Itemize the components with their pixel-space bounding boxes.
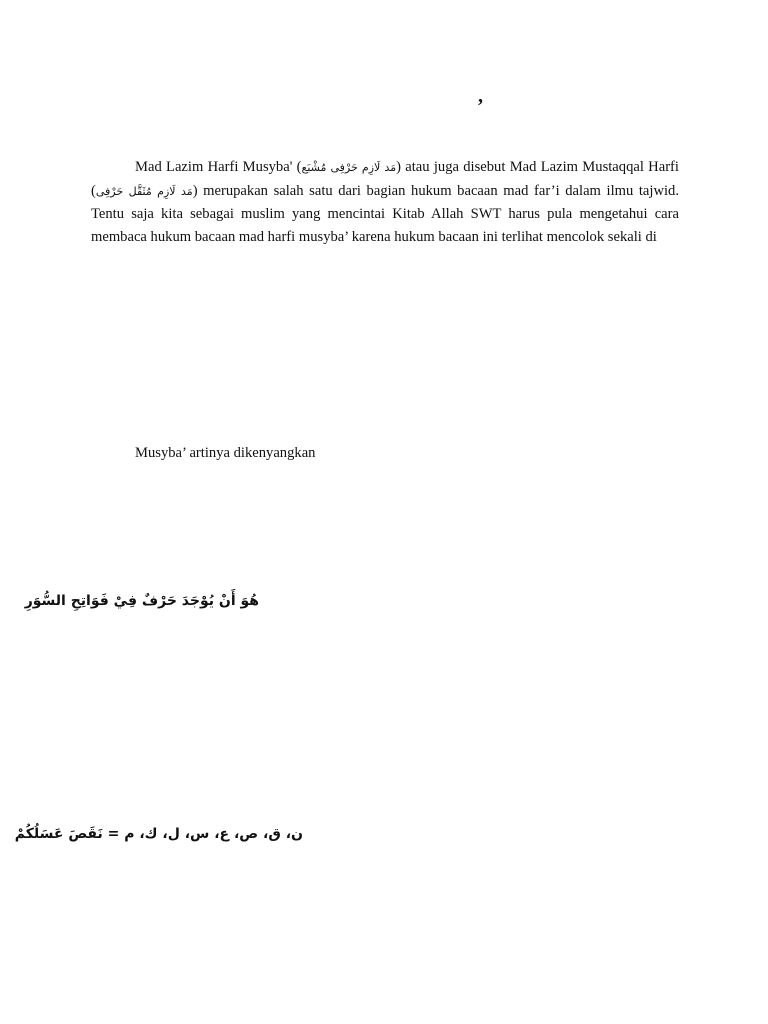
paragraph-text-2: ) atau juga disebut Mad Lazim Mustaqqal Harfi ( (91, 159, 679, 199)
intro-paragraph (91, 156, 679, 248)
arabic-term-2: مَد لَازِم مُثَقَّل حَرْفِى (95, 184, 193, 198)
arabic-term-1: مَد لَازِم حَرْفِى مُشْبَع (301, 161, 397, 174)
arabic-letters-line: ن، ق، ص، ع، س، ل، ك، م = نَقَصَ عَسَلُكُمْ (14, 826, 303, 842)
paragraph-text-1: Mad Lazim Harfi Musyba' ( (135, 159, 302, 175)
paragraph-text-3: ) merupakan salah satu dari bagian hukum bacaan mad far’i dalam ilmu tajwid. Tentu saja kita sebagai muslim yang mencintai Kitab Allah SWT harus pula mengetahui cara membaca hukum bacaan mad harfi musyba’ karena hukum bacaan ini terlihat mencolok sekali di (91, 182, 679, 245)
header-mark: , (478, 85, 483, 107)
arabic-definition: هُوَ أَنْ يُوْجَدَ حَرْفٌ فِيْ فَوَاتِحِ السُّوَرِ (24, 593, 259, 609)
definition-line: Musyba’ artinya dikenyangkan (135, 445, 316, 461)
